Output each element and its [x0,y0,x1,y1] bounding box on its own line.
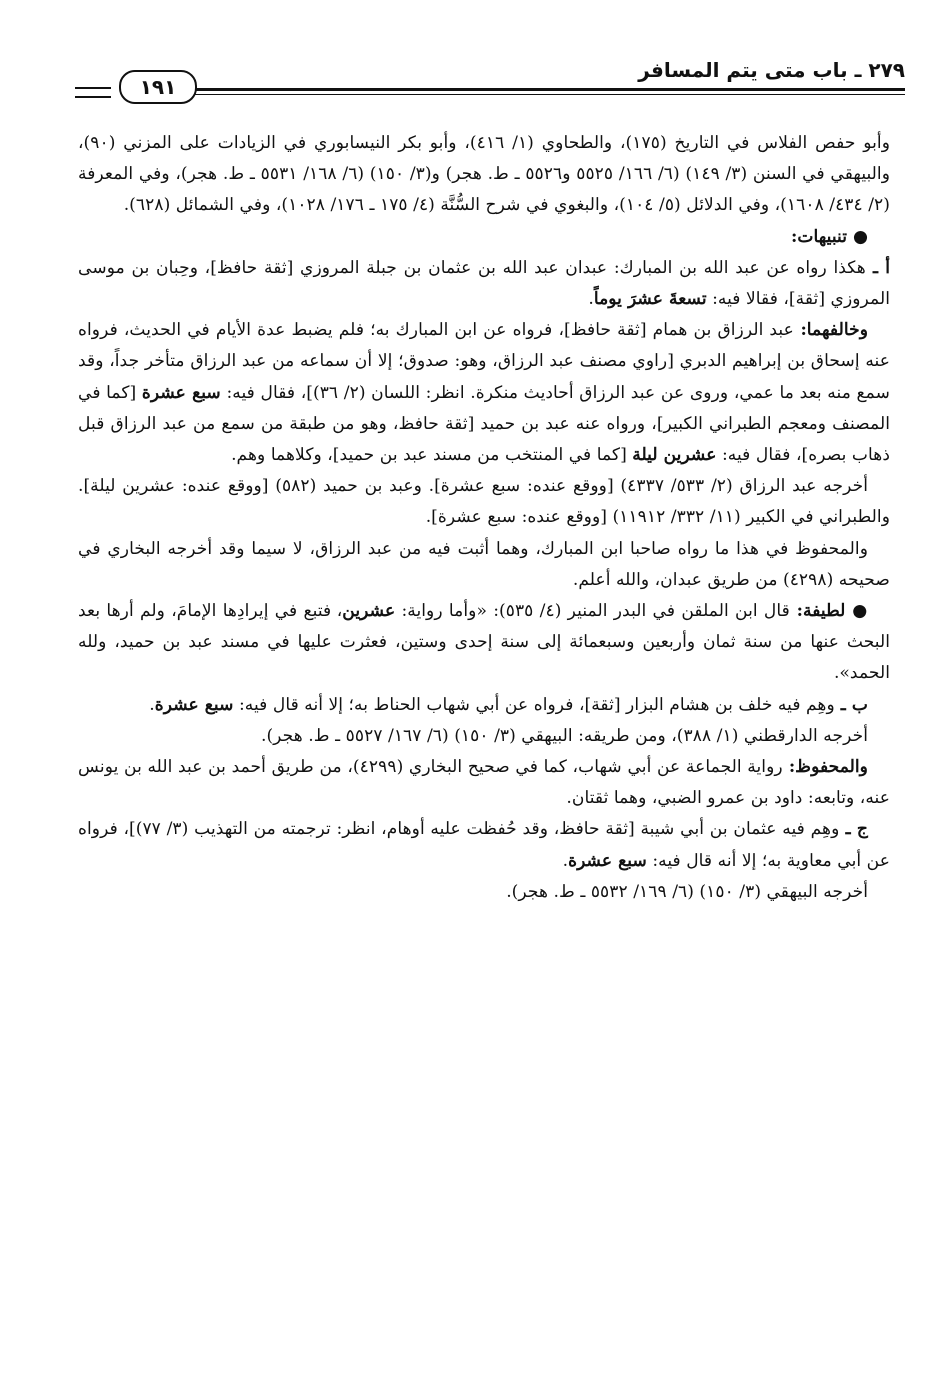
paragraph-p6 [78,534,890,596]
text-run: وأبو حفص الفلاس في التاريخ (١٧٥)، والطحاوي (١/ ٤١٦)، وأبو بكر النيسابوري في الزيادات على المزني (٩٠)، والبيهقي في السنن (٣/ ١٤٩) (٦/ ١٦٦/ ٥٥٢٥ و٥٥٢٦ ـ ط. هجر) و(٣/ ١٥٠) (٦/ ١٦٨/ ٥٥٣١ ـ ط. هجر)، وفي المعرفة (٢/ ٤٣٤/ ١٦٠٨)، وفي الدلائل (٥/ ١٠٤)، والبغوي في شرح السُّنَّة (٤/ ١٧٥ ـ ١٧٦/ ١٠٢٨)، وفي الشمائل (٦٢٨). [78,133,891,216]
text-run: رواية الجماعة عن أبي شهاب، كما في صحيح البخاري (٤٢٩٩)، من طريق أحمد بن عبد الله بن يونس عنه، وتابعه: داود بن عمرو الضبي، وهما ثقتان. [78,757,890,809]
paragraph-p2 [78,222,890,253]
paragraph-p12 [78,877,890,908]
text-run: [كما في المصنف ومعجم الطبراني الكبير]، ورواه عنه عبد بن حميد [ثقة حافظ، وهو من طبقة من سمع من عبد الرزاق قبل ذهاب بصره]، فقال فيه: [78,382,890,466]
text-run: . [149,694,155,715]
bold-label: سبع عشرة [568,850,647,871]
bold-label: عشرين [342,601,396,622]
text-run: قال ابن الملقن في البدر المنير (٤/ ٥٣٥): «وأما رواية: [395,601,790,622]
bold-label: عشرين ليلة [632,445,717,466]
page-body [78,128,890,908]
page-header [75,56,905,104]
text-run: عبد الرزاق بن همام [ثقة حافظ]، فرواه عن ابن المبارك به؛ فلم يضبط عدة الأيام في الحديث، فرواه عنه إسحاق بن إبراهيم الدبري [راوي مصنف عبد الرزاق، وهو: صدوق؛ إلا أن سماعه من عبد الرزاق متأخر جداً، وقد سمع منه بعد ما عمي، وروى عن عبد الرزاق أحاديث منكرة. انظر: اللسان (٢/ ٣٦)]، فقال فيه: [78,320,891,403]
paragraph-p9 [78,721,890,752]
paragraph-p8 [78,690,890,721]
text-run: وهِم فيه خلف بن هشام البزار [ثقة]، فرواه عن أبي شهاب الحناط به؛ إلا أنه قال فيه: [233,694,835,715]
bold-label: ب ـ [834,694,868,715]
bold-label: ● تنبيهات: [790,226,868,247]
text-run: هكذا رواه عن عبد الله بن المبارك: عبدان عبد الله بن عثمان بن جبلة المروزي [ثقة حافظ]، وحِبان بن موسى المروزي [ثقة]، فقالا فيه: [78,257,890,310]
paragraph-p11 [78,814,890,876]
paragraph-p5 [78,471,890,533]
header-rule-short [75,87,111,98]
bold-label: سبع عشرة [141,382,221,403]
text-run: والمحفوظ في هذا ما رواه صاحبا ابن المبارك، وهما أثبت فيه من عبد الرزاق، لا سيما وقد أخرجه البخاري في صحيحه (٤٢٩٨) من طريق عبدان، والله أعلم. [78,538,890,590]
bold-label: ج ـ [839,819,868,840]
text-run: أخرجه عبد الرزاق (٢/ ٥٣٣/ ٤٣٣٧) [ووقع عنده: سبع عشرة]. وعبد بن حميد (٥٨٢) [ووقع عنده: عشرين ليلة]. والطبراني في الكبير (١١/ ٣٣٢/ ١١٩١٢) [ووقع عنده: سبع عشرة]. [78,476,890,528]
bold-label: ● لطيفة: [789,601,868,622]
paragraph-p4 [78,315,890,471]
text-run: [كما في المنتخب من مسند عبد بن حميد]، وكلاهما وهم. [231,445,633,466]
text-run: أخرجه البيهقي (٣/ ١٥٠) (٦/ ١٦٩/ ٥٥٣٢ ـ ط. هجر). [506,881,868,902]
paragraph-p1 [78,128,890,222]
page-number: ١٩١ [119,70,197,104]
bold-label: وخالفهما: [793,320,868,341]
bold-label: أ ـ [865,257,890,278]
chapter-title: ٢٧٩ ـ باب متى يتم المسافر [638,58,905,82]
text-run: أخرجه الدارقطني (١/ ٣٨٨)، ومن طريقه: البيهقي (٣/ ١٥٠) (٦/ ١٦٧/ ٥٥٢٧ ـ ط. هجر). [261,725,868,746]
bold-label: تسعةَ عشرَ يوماً [593,289,707,310]
text-run: . [588,289,594,310]
text-run: . [562,850,569,871]
text-run: ، فتبع في إيرادِها الإمامَ، ولم أرها بعد البحث عنها من سنة ثمان وأربعين وسبعمائة إلى سنة إحدى وستين، فعثرت عليها في مسند عبد بن حميد، ولله الحمد». [78,601,890,684]
bold-label: سبع عشرة [154,694,234,715]
paragraph-p10 [78,752,890,814]
paragraph-p3 [78,253,890,315]
header-rule-thin [193,94,905,95]
text-run: وهِم فيه عثمان بن أبي شيبة [ثقة حافظ، وقد حُفظت عليه أوهام، انظر: ترجمته من التهذيب (٣/ ٧٧)]، فرواه عن أبي معاوية به؛ إلا أنه قال فيه: [78,819,890,871]
bold-label: والمحفوظ: [782,757,868,778]
header-rule [193,88,905,91]
paragraph-p7 [78,596,890,690]
